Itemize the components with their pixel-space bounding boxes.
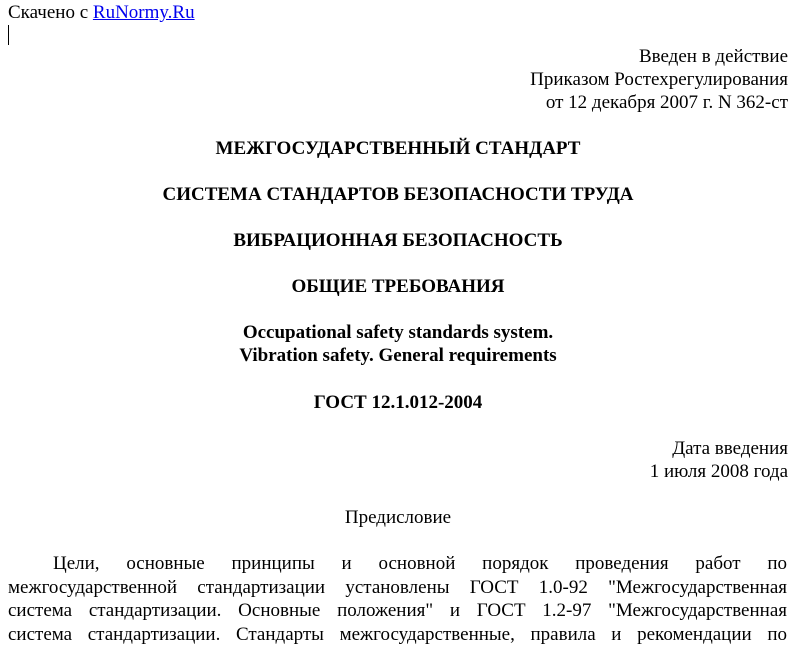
body-line-2: межгосударственной стандартизации установлены ГОСТ 1.0-92 "Межгосударственная [8,576,787,600]
text-cursor [8,25,9,45]
body-line-4: система стандартизации. Стандарты межгосударственные, правила и рекомендации по [8,623,787,646]
download-prefix: Скачено с [8,2,93,23]
runormy-link[interactable]: RuNormy.Ru [93,2,195,23]
body-line-3: система стандартизации. Основные положения" и ГОСТ 1.2-97 "Межгосударственная [8,599,787,623]
title-general-requirements: ОБЩИЕ ТРЕБОВАНИЯ [0,275,794,298]
intro-line-1: Введен в действие [639,45,788,68]
intro-line-3: от 12 декабря 2007 г. N 362-ст [546,91,788,114]
body-paragraph [8,552,787,646]
intro-date-label: Дата введения [672,437,788,460]
intro-date-value: 1 июля 2008 года [650,460,788,483]
english-title-line-2: Vibration safety. General requirements [0,344,794,367]
section-heading: Предисловие [0,506,794,529]
english-title-line-1: Occupational safety standards system. [0,321,794,344]
title-interstate-standard: МЕЖГОСУДАРСТВЕННЫЙ СТАНДАРТ [0,137,794,160]
standard-code: ГОСТ 12.1.012-2004 [0,391,794,414]
title-vibration-safety: ВИБРАЦИОННАЯ БЕЗОПАСНОСТЬ [0,229,794,252]
intro-line-2: Приказом Ростехрегулирования [530,68,788,91]
title-safety-system: СИСТЕМА СТАНДАРТОВ БЕЗОПАСНОСТИ ТРУДА [0,183,794,206]
body-line-1: Цели, основные принципы и основной порядок проведения работ по [8,552,787,576]
download-source [8,1,195,24]
